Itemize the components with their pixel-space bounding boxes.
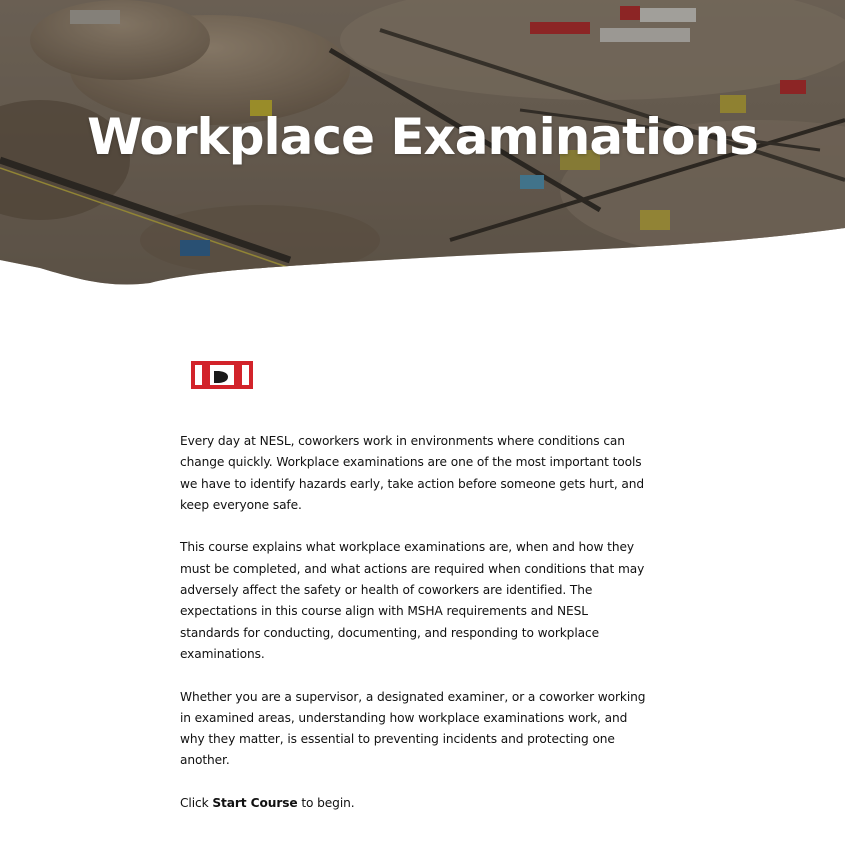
intro-paragraph: Every day at NESL, coworkers work in environments where conditions can change quickly. Workplace examinations are one of the most important tools we have to identify hazards early, take action before someone gets hurt, and keep everyone safe. [180, 434, 645, 512]
start-instruction [180, 793, 650, 814]
page-title: Workplace Examinations [87, 108, 758, 166]
cta-prefix: Click [180, 796, 213, 811]
hero-banner [0, 0, 845, 300]
course-description [180, 431, 650, 814]
nesl-logo-icon [190, 360, 254, 390]
cta-suffix: to begin. [297, 796, 355, 811]
intro-paragraph: This course explains what workplace examinations are, when and how they must be completed, and what actions are required when conditions that may adversely affect the safety or health of coworkers are identified. The expectations in this course align with MSHA requirements and NESL standards for conducting, documenting, and responding to workplace examinations. [180, 540, 645, 661]
intro-paragraph: Whether you are a supervisor, a designated examiner, or a coworker working in examined areas, understanding how workplace examinations work, and why they matter, is essential to preventing incidents and protecting one another. [180, 689, 646, 768]
start-course-label: Start Course [212, 796, 298, 811]
